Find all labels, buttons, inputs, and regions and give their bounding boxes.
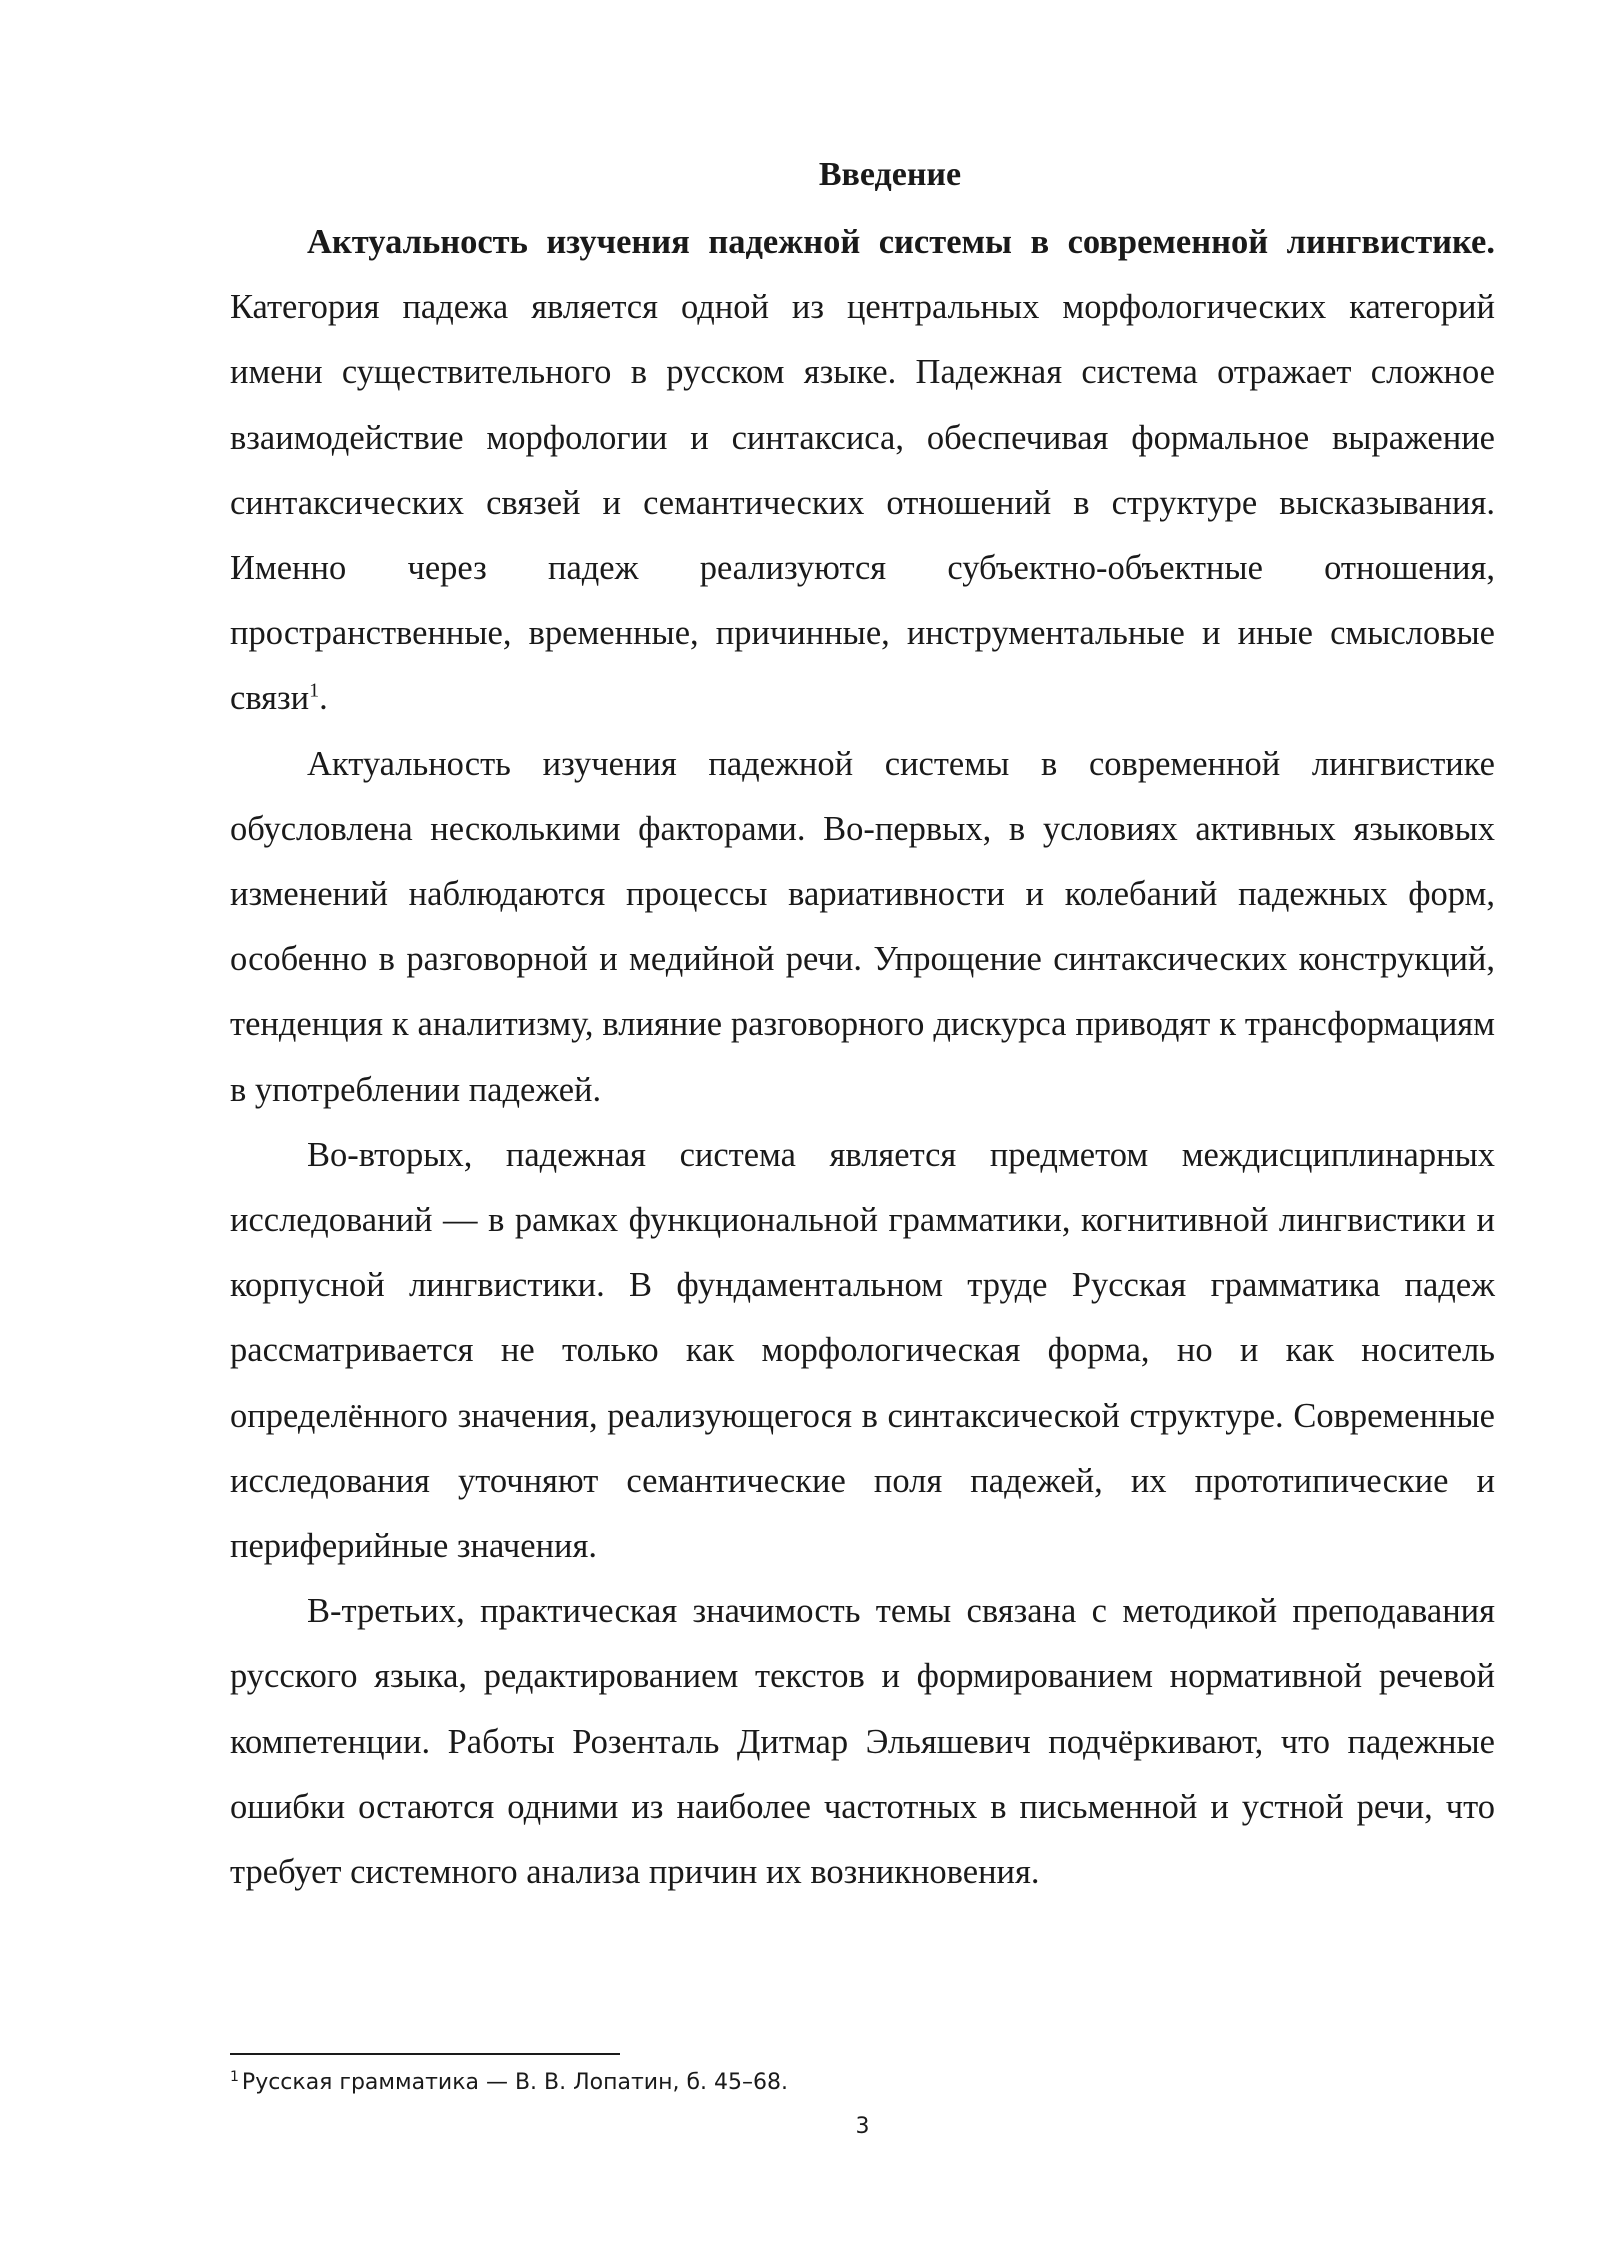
paragraph-4: В-третьих, практическая значимость темы связана с методикой преподавания русского языка, редактированием текстов и формированием нормативной речевой компетенции. Работы Розенталь Дитмар Эльяшевич подчёркивают, что падежные ошибки остаются одними из наиболее частотных в письменной и устной речи, что требует системного анализа причин их возникновения. <box>230 1592 1495 1892</box>
paragraph-text: Категория падежа является одной из центральных морфологических категорий имени существительного в русском языке. Падежная система отражает сложное взаимодействие морфологии и синтаксиса, обеспечивая формальное выражение синтаксических связей и семантических отношений в структуре высказывания. Именно через падеж реализуются субъектно-объектные отношения, пространственные, временные, причинные, инструментальные и иные смысловые связи <box>230 288 1495 718</box>
paragraph-3: Во-вторых, падежная система является предметом междисциплинарных исследований — в рамках функциональной грамматики, когнитивной лингвистики и корпусной лингвистики. В фундаментальном труде Русская грамматика падеж рассматривается не только как морфологическая форма, но и как носитель определённого значения, реализующегося в синтаксической структуре. Современные исследования уточняют семантические поля падежей, их прототипические и периферийные значения. <box>230 1135 1495 1566</box>
page-number: 3 <box>855 2114 870 2139</box>
footnote <box>230 2068 788 2098</box>
body-text <box>230 210 1495 1905</box>
paragraph-1 <box>230 210 1495 732</box>
footnote-mark: 1 <box>230 2068 239 2085</box>
footnote-reference[interactable]: 1 <box>309 679 320 702</box>
footnote-text: Русская грамматика — В. В. Лопатин, б. 45–68. <box>241 2070 788 2095</box>
page-heading: Введение <box>818 156 962 193</box>
paragraph-lead: Актуальность изучения падежной системы в современной лингвистике. <box>307 223 1495 261</box>
paragraph-tail: . <box>319 679 328 718</box>
paragraph-2: Актуальность изучения падежной системы в современной лингвистике обусловлена несколькими факторами. Во-первых, в условиях активных языковых изменений наблюдаются процессы вариативности и колебаний падежных форм, особенно в разговорной и медийной речи. Упрощение синтаксических конструкций, тенденция к аналитизму, влияние разговорного дискурса приводят к трансформациям в употреблении падежей. <box>230 744 1495 1109</box>
footnote-separator <box>230 2053 620 2055</box>
